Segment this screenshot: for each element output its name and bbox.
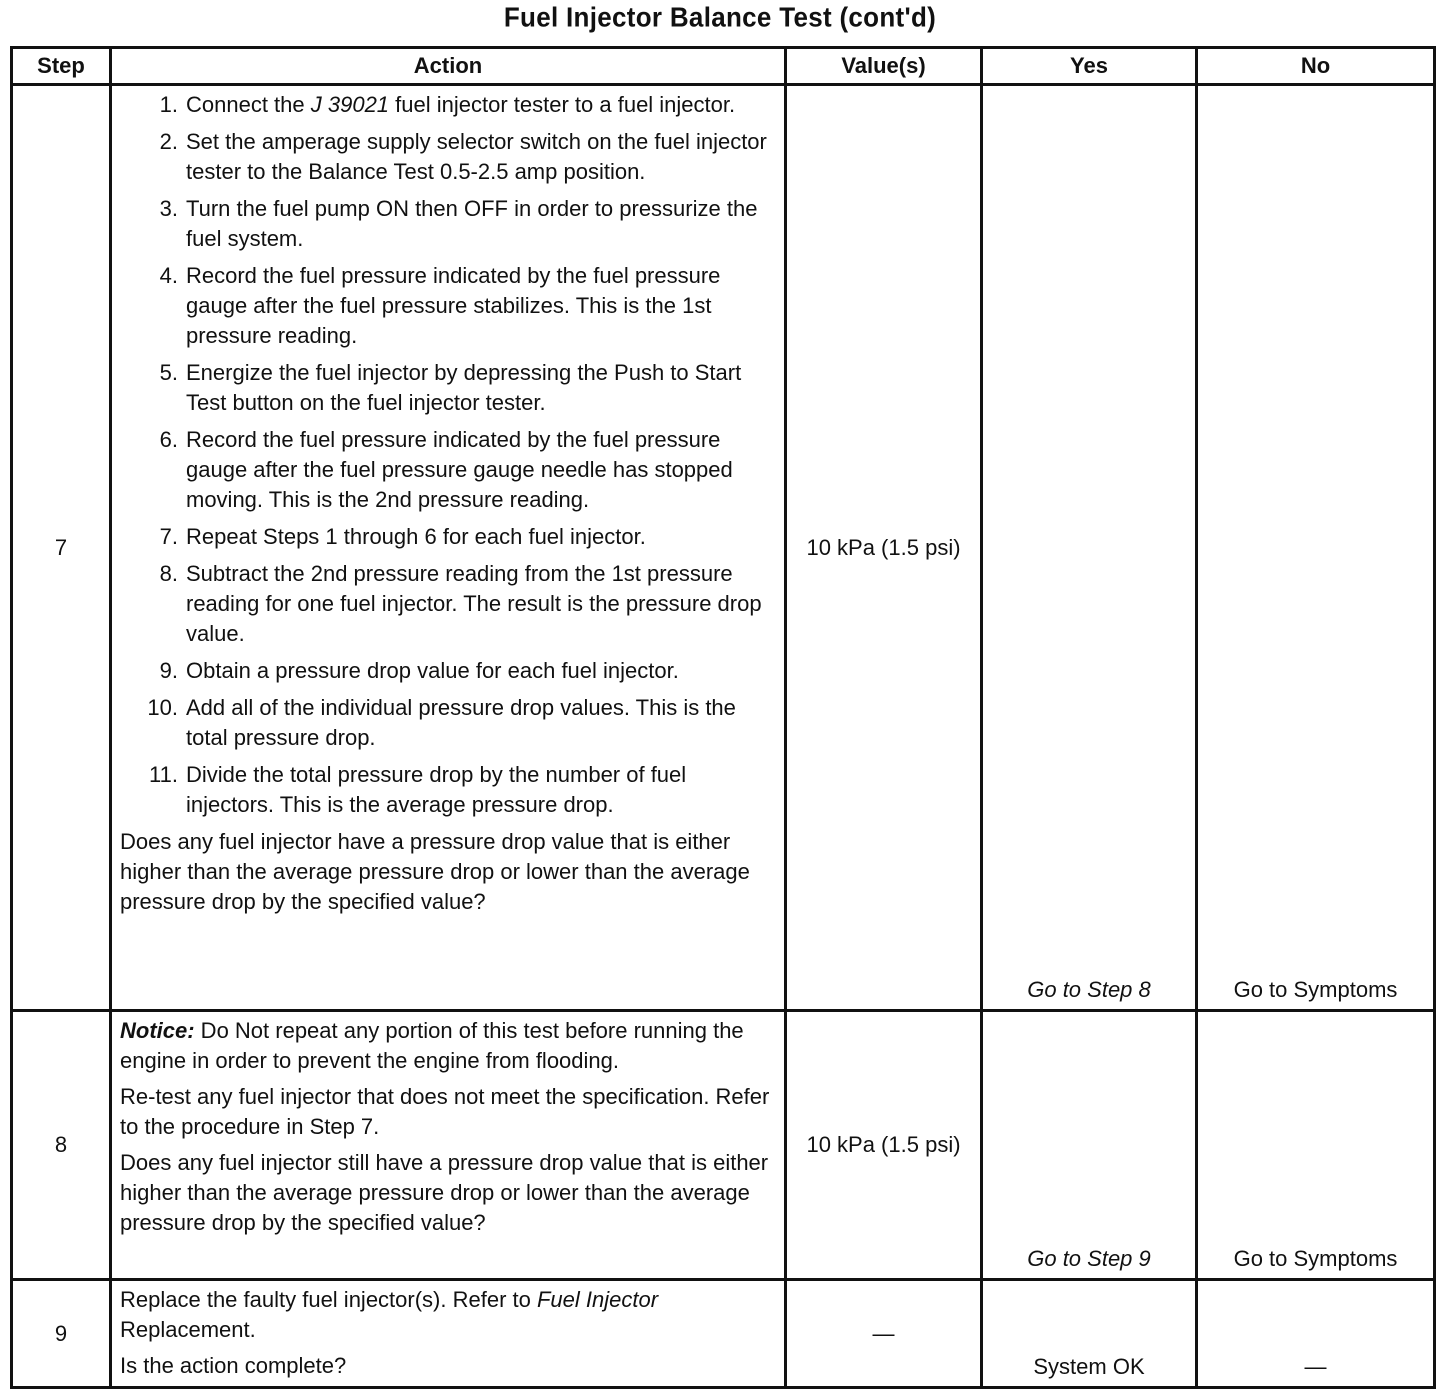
action-cell (111, 85, 786, 1011)
header-step: Step (12, 48, 111, 85)
page-title: Fuel Injector Balance Test (cont'd) (503, 1, 937, 33)
yes-link[interactable]: Go to Step 8 (982, 85, 1197, 1011)
retest-text: Re-test any fuel injector that does not meet the specification. Refer to the procedure in Step 7. (120, 1084, 770, 1139)
substep-text: Record the fuel pressure indicated by the fuel pressure gauge after the fuel pressure stabilizes. This is the 1st pressure reading. (186, 263, 721, 348)
step-number: 8 (12, 1011, 111, 1280)
header-values: Value(s) (786, 48, 982, 85)
list-item (120, 425, 780, 515)
no-link[interactable]: Go to Symptoms (1197, 1011, 1435, 1280)
table-row-step-7 (12, 85, 1435, 1011)
substep-number: 6. (159, 427, 178, 452)
substep-text: Repeat Steps 1 through 6 for each fuel injector. (186, 524, 646, 549)
action-cell (111, 1280, 786, 1388)
header-yes: Yes (982, 48, 1197, 85)
notice-text: Do Not repeat any portion of this test before running the engine in order to prevent the engine from flooding. (120, 1018, 744, 1073)
notice-paragraph (120, 1016, 780, 1076)
substep-text: Divide the total pressure drop by the number of fuel injectors. This is the average pressure drop. (186, 762, 687, 817)
substep-number: 5. (159, 360, 178, 385)
notice-label: Notice: (120, 1018, 195, 1043)
header-action: Action (111, 48, 786, 85)
substep-number: 10. (147, 695, 178, 720)
substep-number: 1. (159, 92, 178, 117)
replace-text: Replace the faulty fuel injector(s). Refer to (120, 1287, 537, 1312)
substep-text-part: fuel injector tester to a fuel injector. (389, 92, 736, 117)
question-text: Is the action complete? (120, 1353, 347, 1378)
value-cell: 10 kPa (1.5 psi) (786, 1011, 982, 1280)
list-item (120, 656, 780, 686)
question-text: Does any fuel injector have a pressure drop value that is either higher than the average pressure drop or lower than the average pressure drop by the specified value? (120, 829, 750, 914)
list-item (120, 261, 780, 351)
substep-text: Turn the fuel pump ON then OFF in order to pressurize the fuel system. (186, 196, 758, 251)
list-item (120, 522, 780, 552)
step-number: 7 (12, 85, 111, 1011)
list-item (120, 559, 780, 649)
list-item (120, 127, 780, 187)
table-row-step-9 (12, 1280, 1435, 1388)
no-link[interactable]: Go to Symptoms (1197, 85, 1435, 1011)
substep-text (186, 90, 780, 120)
replace-paragraph (120, 1285, 780, 1345)
list-item (120, 90, 780, 120)
procedure-reference: Fuel Injector (536, 1287, 659, 1312)
question-text: Does any fuel injector still have a pressure drop value that is either higher than the average pressure drop or lower than the average pressure drop by the specified value? (120, 1150, 769, 1235)
substep-number: 3. (159, 196, 178, 221)
list-item (120, 358, 780, 418)
substep-number: 9. (159, 658, 178, 683)
list-item (120, 693, 780, 753)
substep-text: Obtain a pressure drop value for each fuel injector. (186, 658, 679, 683)
value-cell: 10 kPa (1.5 psi) (786, 85, 982, 1011)
no-result: — (1197, 1280, 1435, 1388)
replace-text: Replacement. (120, 1317, 256, 1342)
diagnostic-table (10, 46, 1436, 1389)
substep-number: 4. (159, 263, 178, 288)
substep-text: Subtract the 2nd pressure reading from the 1st pressure reading for one fuel injector. The result is the pressure drop value. (186, 561, 762, 646)
table-header-row (12, 48, 1435, 85)
header-no: No (1197, 48, 1435, 85)
substep-number: 11. (149, 762, 178, 787)
substep-text-part: Connect the (186, 92, 311, 117)
action-cell (111, 1011, 786, 1280)
value-cell: — (786, 1280, 982, 1388)
substep-text: Add all of the individual pressure drop values. This is the total pressure drop. (186, 695, 736, 750)
yes-link[interactable]: Go to Step 9 (982, 1011, 1197, 1280)
yes-result: System OK (982, 1280, 1197, 1388)
list-item (120, 760, 780, 820)
tool-reference: J 39021 (310, 92, 390, 117)
substep-number: 7. (159, 524, 178, 549)
substep-number: 2. (159, 129, 178, 154)
substep-list (120, 90, 780, 820)
step-number: 9 (12, 1280, 111, 1388)
substep-number: 8. (159, 561, 178, 586)
list-item (120, 194, 780, 254)
substep-text: Record the fuel pressure indicated by the fuel pressure gauge after the fuel pressure gauge needle has stopped moving. This is the 2nd pressure reading. (186, 427, 733, 512)
substep-text: Energize the fuel injector by depressing the Push to Start Test button on the fuel injector tester. (186, 360, 742, 415)
table-row-step-8 (12, 1011, 1435, 1280)
substep-text: Set the amperage supply selector switch on the fuel injector tester to the Balance Test 0.5-2.5 amp position. (186, 129, 767, 184)
